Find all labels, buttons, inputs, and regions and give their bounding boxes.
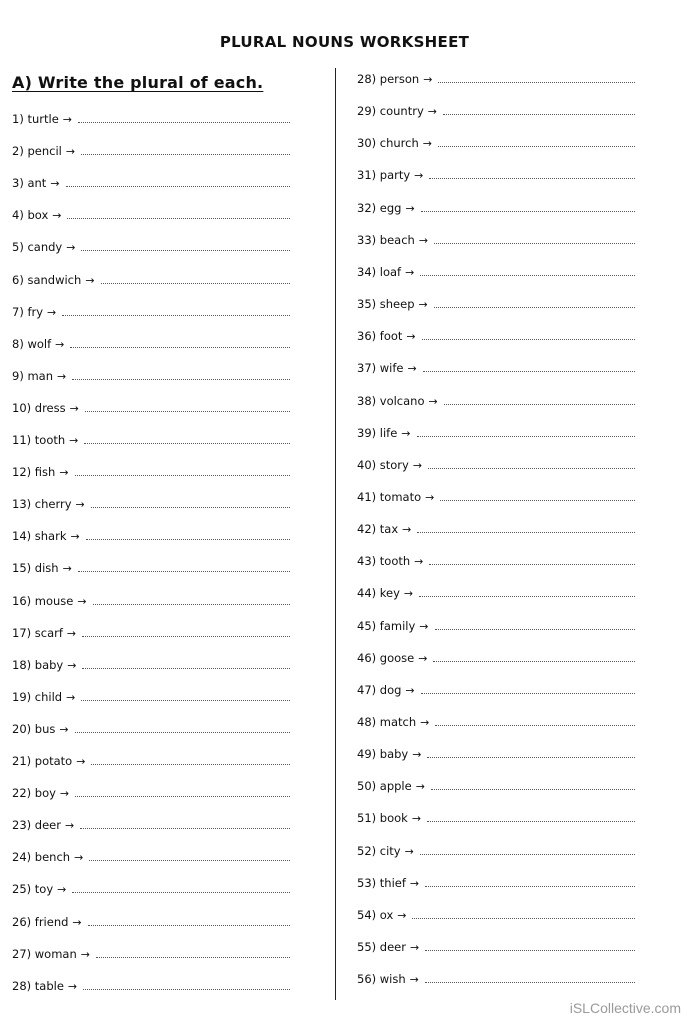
item-word: 22) boy — [12, 786, 56, 801]
answer-blank[interactable] — [431, 780, 635, 790]
item-word: 10) dress — [12, 400, 66, 415]
worksheet-item — [12, 818, 290, 834]
answer-blank[interactable] — [91, 755, 290, 765]
arrow-icon: → — [64, 819, 75, 833]
answer-blank[interactable] — [434, 298, 635, 308]
worksheet-item — [357, 136, 635, 152]
answer-blank[interactable] — [81, 241, 290, 251]
answer-blank[interactable] — [417, 523, 635, 533]
worksheet-title: PLURAL NOUNS WORKSHEET — [219, 33, 470, 51]
arrow-icon: → — [76, 755, 86, 768]
item-word: 48) match — [357, 715, 417, 729]
answer-blank[interactable] — [80, 819, 290, 829]
item-word: 37) wife — [357, 361, 404, 376]
worksheet-item — [357, 490, 635, 506]
arrow-icon: → — [423, 73, 433, 86]
worksheet-item — [357, 201, 635, 217]
answer-blank[interactable] — [70, 338, 290, 348]
answer-blank[interactable] — [66, 177, 290, 187]
item-word: 28) table — [12, 978, 64, 993]
item-word: 3) ant — [12, 176, 47, 191]
answer-blank[interactable] — [75, 723, 290, 733]
arrow-icon: → — [418, 233, 429, 247]
worksheet-item — [357, 458, 635, 474]
arrow-icon: → — [409, 941, 420, 955]
answer-blank[interactable] — [89, 851, 290, 861]
arrow-icon: → — [66, 626, 77, 640]
worksheet-item — [12, 882, 290, 898]
item-word: 29) country — [357, 104, 424, 119]
worksheet-item — [357, 554, 635, 570]
item-word: 28) person — [357, 72, 420, 86]
arrow-icon: → — [425, 490, 435, 504]
answer-blank[interactable] — [425, 973, 635, 983]
worksheet-item — [357, 233, 635, 249]
item-word: 49) baby — [357, 747, 409, 762]
item-word: 40) story — [357, 457, 409, 472]
answer-blank[interactable] — [433, 652, 635, 662]
arrow-icon: → — [70, 530, 80, 544]
worksheet-item — [12, 369, 290, 385]
worksheet-item — [357, 361, 635, 377]
item-word: 51) book — [357, 811, 408, 826]
answer-blank[interactable] — [75, 466, 290, 476]
worksheet-item — [12, 786, 290, 802]
answer-blank[interactable] — [435, 716, 635, 726]
answer-blank[interactable] — [72, 370, 290, 380]
worksheet-item — [12, 915, 290, 931]
arrow-icon: → — [412, 458, 423, 472]
worksheet-item — [12, 208, 290, 224]
arrow-icon: → — [80, 947, 90, 961]
answer-blank[interactable] — [427, 748, 635, 758]
arrow-icon: → — [427, 105, 437, 119]
worksheet-item — [12, 594, 290, 610]
arrow-icon: → — [411, 812, 422, 826]
arrow-icon: → — [85, 273, 95, 287]
worksheet-item — [12, 947, 290, 963]
arrow-icon: → — [409, 876, 420, 890]
item-word: 56) wish — [357, 972, 406, 987]
answer-blank[interactable] — [428, 459, 635, 469]
item-word: 41) tomato — [357, 489, 422, 504]
item-word: 43) tooth — [357, 554, 411, 569]
item-word: 30) church — [357, 136, 419, 151]
item-word: 16) mouse — [12, 593, 74, 608]
arrow-icon: → — [397, 908, 407, 922]
answer-blank[interactable] — [420, 266, 635, 276]
item-word: 17) scarf — [12, 625, 63, 640]
answer-blank[interactable] — [421, 684, 635, 694]
item-word: 50) apple — [357, 779, 412, 794]
worksheet-item — [12, 497, 290, 513]
worksheet-item — [357, 329, 635, 345]
arrow-icon: → — [407, 362, 417, 376]
arrow-icon: → — [402, 523, 412, 537]
item-word: 23) deer — [12, 818, 61, 833]
arrow-icon: → — [414, 555, 424, 569]
arrow-icon: → — [65, 145, 76, 159]
worksheet-item — [357, 619, 635, 635]
arrow-icon: → — [74, 851, 84, 865]
item-word: 34) loaf — [357, 264, 402, 279]
answer-blank[interactable] — [72, 883, 290, 893]
item-word: 35) sheep — [357, 297, 415, 312]
worksheet-item — [12, 305, 290, 321]
answer-blank[interactable] — [81, 691, 290, 701]
item-word: 13) cherry — [12, 497, 72, 512]
item-word: 31) party — [357, 168, 411, 183]
worksheet-item — [12, 850, 290, 866]
item-word: 1) turtle — [12, 112, 59, 126]
item-word: 45) family — [357, 618, 416, 633]
answer-blank[interactable] — [75, 787, 290, 797]
answer-blank[interactable] — [81, 145, 290, 155]
item-word: 15) dish — [12, 561, 59, 576]
arrow-icon: → — [67, 979, 78, 993]
arrow-icon: → — [55, 337, 65, 351]
worksheet-item — [357, 972, 635, 988]
worksheet-item — [12, 979, 290, 995]
answer-blank[interactable] — [86, 530, 290, 540]
item-word: 42) tax — [357, 522, 399, 537]
watermark: iSLCollective.com — [569, 1000, 681, 1016]
answer-blank[interactable] — [421, 202, 635, 212]
answer-blank[interactable] — [78, 562, 290, 572]
answer-blank[interactable] — [417, 427, 635, 437]
arrow-icon: → — [57, 369, 67, 383]
arrow-icon: → — [52, 209, 62, 223]
item-word: 46) goose — [357, 650, 415, 665]
item-word: 11) tooth — [12, 433, 66, 447]
arrow-icon: → — [418, 298, 428, 312]
answer-blank[interactable] — [101, 274, 290, 284]
worksheet-item — [357, 394, 635, 410]
item-word: 27) woman — [12, 946, 77, 961]
answer-blank[interactable] — [420, 845, 635, 855]
item-word: 8) wolf — [12, 336, 52, 351]
answer-blank[interactable] — [440, 491, 635, 501]
worksheet-item — [357, 72, 635, 88]
answer-blank[interactable] — [62, 306, 290, 316]
worksheet-item — [12, 433, 290, 449]
worksheet-item — [357, 265, 635, 281]
arrow-icon: → — [59, 722, 69, 736]
answer-blank[interactable] — [96, 948, 290, 958]
answer-blank[interactable] — [412, 909, 635, 919]
worksheet-item — [12, 240, 290, 256]
item-word: 9) man — [12, 368, 53, 383]
column-divider — [335, 68, 336, 1000]
answer-blank[interactable] — [82, 659, 290, 669]
arrow-icon: → — [418, 651, 428, 665]
item-word: 32) egg — [357, 200, 402, 215]
worksheet-item — [12, 754, 290, 770]
answer-blank[interactable] — [425, 877, 635, 887]
worksheet-item — [12, 144, 290, 160]
item-word: 4) box — [12, 208, 49, 223]
arrow-icon: → — [405, 265, 415, 279]
answer-blank[interactable] — [85, 402, 290, 412]
arrow-icon: → — [62, 562, 72, 576]
item-word: 19) child — [12, 689, 63, 704]
arrow-icon: → — [50, 177, 60, 191]
answer-blank[interactable] — [423, 362, 635, 372]
item-word: 20) bus — [12, 721, 56, 736]
arrow-icon: → — [420, 716, 430, 729]
worksheet-item — [357, 908, 635, 924]
answer-blank[interactable] — [435, 620, 636, 630]
arrow-icon: → — [405, 683, 415, 697]
answer-blank[interactable] — [93, 595, 290, 605]
item-word: 18) baby — [12, 657, 64, 672]
worksheet-item — [357, 586, 635, 602]
answer-blank[interactable] — [67, 209, 290, 219]
worksheet-item — [12, 337, 290, 353]
item-word: 7) fry — [12, 304, 44, 319]
item-word: 55) deer — [357, 940, 406, 955]
arrow-icon: → — [69, 434, 79, 447]
worksheet-item — [357, 522, 635, 538]
worksheet-item — [357, 683, 635, 699]
worksheet-item — [12, 658, 290, 674]
section-heading: A) Write the plural of each. — [12, 73, 264, 92]
worksheet-item — [357, 811, 635, 827]
item-word: 39) life — [357, 425, 398, 440]
worksheet-item — [12, 690, 290, 706]
worksheet-item — [357, 651, 635, 667]
item-word: 21) potato — [12, 754, 73, 768]
arrow-icon: → — [67, 658, 77, 672]
arrow-icon: → — [72, 915, 82, 929]
answer-blank[interactable] — [444, 395, 635, 405]
worksheet-item — [12, 722, 290, 738]
answer-blank[interactable] — [429, 169, 635, 179]
worksheet-item — [357, 940, 635, 956]
worksheet-item — [357, 104, 635, 120]
arrow-icon: → — [77, 594, 87, 608]
item-word: 2) pencil — [12, 144, 62, 159]
arrow-icon: → — [422, 137, 432, 151]
item-word: 38) volcano — [357, 393, 425, 408]
item-word: 36) foot — [357, 329, 403, 344]
worksheet-item — [357, 715, 635, 731]
worksheet-item — [12, 465, 290, 481]
answer-blank[interactable] — [438, 137, 635, 147]
arrow-icon: → — [401, 426, 411, 440]
item-word: 54) ox — [357, 907, 394, 922]
worksheet-item — [357, 876, 635, 892]
answer-blank[interactable] — [434, 234, 635, 244]
answer-blank[interactable] — [425, 941, 635, 951]
worksheet-item — [357, 779, 635, 795]
worksheet-item — [357, 747, 635, 763]
worksheet-item — [12, 176, 290, 192]
item-word: 12) fish — [12, 465, 56, 480]
answer-blank[interactable] — [82, 627, 290, 637]
arrow-icon: → — [66, 690, 76, 704]
arrow-icon: → — [75, 498, 85, 512]
item-word: 6) sandwich — [12, 272, 82, 287]
worksheet-item — [12, 626, 290, 642]
arrow-icon: → — [415, 780, 425, 794]
worksheet-item — [357, 844, 635, 860]
arrow-icon: → — [412, 748, 422, 762]
arrow-icon: → — [428, 394, 438, 408]
item-word: 14) shark — [12, 529, 67, 544]
arrow-icon: → — [62, 113, 72, 126]
arrow-icon: → — [403, 587, 414, 601]
item-word: 24) bench — [12, 850, 71, 865]
answer-blank[interactable] — [443, 105, 635, 115]
answer-blank[interactable] — [88, 916, 290, 926]
item-word: 25) toy — [12, 882, 54, 897]
answer-blank[interactable] — [78, 113, 290, 123]
arrow-icon: → — [414, 169, 424, 183]
item-word: 5) candy — [12, 240, 63, 255]
arrow-icon: → — [66, 241, 76, 255]
arrow-icon: → — [405, 201, 415, 215]
arrow-icon: → — [57, 883, 67, 897]
worksheet-item — [12, 401, 290, 417]
answer-blank[interactable] — [438, 73, 635, 83]
arrow-icon: → — [59, 787, 70, 801]
arrow-icon: → — [419, 619, 429, 633]
worksheet-item — [12, 112, 290, 128]
answer-blank[interactable] — [429, 555, 635, 565]
answer-blank[interactable] — [83, 980, 290, 990]
answer-blank[interactable] — [427, 812, 635, 822]
answer-blank[interactable] — [422, 330, 635, 340]
worksheet-item — [12, 561, 290, 577]
arrow-icon: → — [404, 844, 414, 858]
item-word: 52) city — [357, 843, 401, 858]
worksheet-item — [357, 297, 635, 313]
arrow-icon: → — [47, 305, 57, 319]
arrow-icon: → — [59, 466, 69, 480]
item-word: 47) dog — [357, 682, 402, 697]
arrow-icon: → — [69, 401, 79, 415]
item-word: 33) beach — [357, 232, 415, 247]
answer-blank[interactable] — [91, 498, 290, 508]
answer-blank[interactable] — [84, 434, 290, 444]
item-word: 53) thief — [357, 875, 406, 890]
worksheet-item — [357, 168, 635, 184]
worksheet-item — [357, 426, 635, 442]
arrow-icon: → — [406, 330, 416, 344]
answer-blank[interactable] — [419, 587, 635, 597]
item-word: 26) friend — [12, 914, 69, 929]
item-word: 44) key — [357, 586, 400, 601]
worksheet-item — [12, 273, 290, 289]
worksheet-item — [12, 529, 290, 545]
arrow-icon: → — [409, 973, 419, 987]
